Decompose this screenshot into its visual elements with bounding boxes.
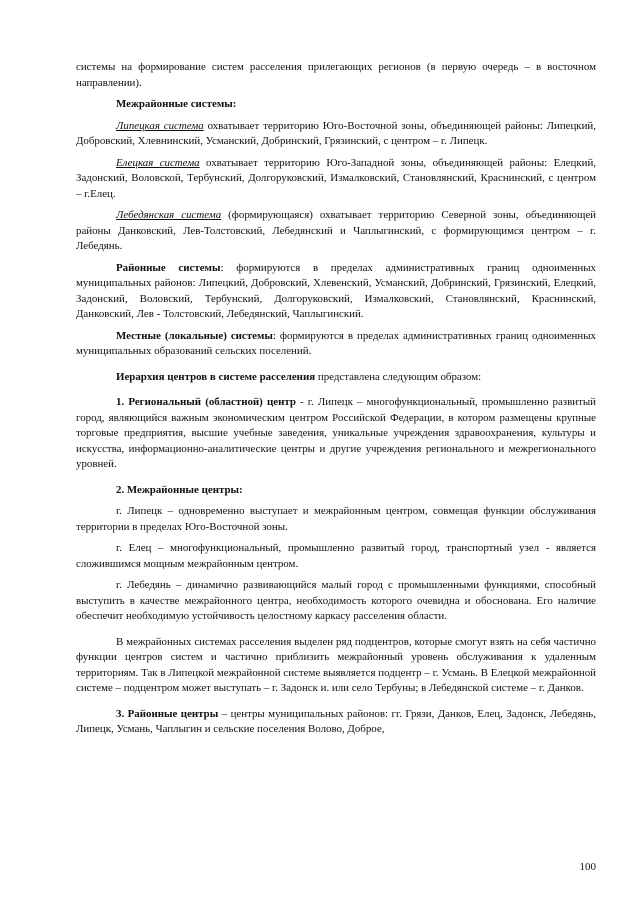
page-number: 100 xyxy=(579,861,596,873)
paragraph-elets-system xyxy=(76,156,596,203)
term-regional-center: 1. Региональный (областной) центр xyxy=(116,396,296,408)
paragraph-subcenters: В межрайонных системах расселения выделен ряд подцентров, которые смогут взять на себя частично функции центров систем и частично приблизить межрайонный уровень обслуживания к удаленным территориям. Так в Липецкой межрайонной системе выявляется подцентр – г. Усмань. В Елецкой межрайонной системе – подцентром может выступать – г. Задонск и. или село Тербуны; в Лебедянской системе – г. Данков. xyxy=(76,635,596,694)
paragraph-lebedyan-system xyxy=(76,208,596,255)
paragraph-text: : формируются в пределах административных границ одноименных муниципальных районов: Липецкий, Добровский, Хлевенский, Усманский, Добринский, Грязинский, Елецкий, Задонский, Воловский, Тербунский, Долгоруковский, Измалковский, Становлянский, Краснинский, Данковский, Лев - Толстовский, Лебедянский, Чаплыгинский. xyxy=(76,261,596,320)
paragraph-text: охватывает территорию Юго-Западной зоны, объединяющей районы: Елецкий, Задонский, Воловской, Тербунский, Долгоруковский, Измалковский, Становлянский, Краснинский, с центром – г.Елец. xyxy=(76,156,596,200)
paragraph-text: охватывает территорию Юго-Восточной зоны, объединяющей районы: Липецкий, Добровский, Хлевнинский, Усманский, Добринский, Грязинский, с центром – г. Липецк. xyxy=(76,119,596,147)
paragraph-district-centers xyxy=(76,707,596,738)
term-hierarchy: Иерархия центров в системе расселения xyxy=(116,370,316,383)
term-lebedyan-system: Лебедянская система xyxy=(116,209,222,221)
paragraph-text: : формируются в пределах административных границ одноименных муниципальных образований сельских поселений. xyxy=(76,329,596,357)
paragraph-lipetsk-system xyxy=(76,119,596,150)
paragraph-intro: системы на формирование систем расселения прилегающих регионов (в первую очередь – в восточном направлении). xyxy=(76,61,596,89)
paragraph-text: – центры муниципальных районов: гг. Грязи, Данков, Елец, Задонск, Лебедянь, Липецк, Усмань, Чаплыгин и сельские поселения Волово, Доброе, xyxy=(76,707,596,735)
term-local-systems: Местные (локальные) системы xyxy=(116,329,273,342)
term-lipetsk-system: Липецкая система xyxy=(116,119,204,132)
paragraph-text: - г. Липецк – многофункциональный, промышленно развитый город, являющийся важным экономическим центром Российской Федерации, в котором размещены крупные торговые предприятия, высшие учебные заведения, уникальные учреждения здравоохранения, культуры и искусства, информационно-аналитические центры и другие учреждения регионального и межрегионального уровней. xyxy=(76,396,596,470)
paragraph-local-systems xyxy=(76,329,596,360)
heading-interdistrict-centers: 2. Межрайонные центры: xyxy=(116,483,243,496)
paragraph-regional-center xyxy=(76,395,596,473)
paragraph-lipetsk-center: г. Липецк – одновременно выступает и межрайонным центром, совмещая функции обслуживания территории в пределах Юго-Восточной зоны. xyxy=(76,505,596,533)
paragraph-district-systems xyxy=(76,261,596,323)
term-district-systems: Районные системы xyxy=(116,261,221,274)
heading-interdistrict-systems: Межрайонные системы: xyxy=(116,98,237,110)
paragraph-text: представлена следующим образом: xyxy=(315,370,482,383)
paragraph-text: (формирующаяся) охватывает территорию Северной зоны, объединяющей районы Данковский, Лев-Толстовский, Лебедянский и Чаплыгинский, с формирующимся центром – г. Лебедянь. xyxy=(76,209,597,252)
paragraph-lebedyan-center: г. Лебедянь – динамично развивающийся малый город с промышленными функциями, способный выступить в качестве межрайонного центра, необходимость которого очевидна и обоснована. Его наличие обеспечит необходимую устойчивость целостному каркасу расселения области. xyxy=(76,579,596,622)
paragraph-elets-center: г. Елец – многофункциональный, промышленно развитый город, транспортный узел - является сложившимся мощным межрайонным центром. xyxy=(76,542,596,570)
term-district-centers: 3. Районные центры xyxy=(116,707,219,720)
term-elets-system: Елецкая система xyxy=(116,156,200,169)
page-body xyxy=(76,60,596,738)
paragraph-hierarchy xyxy=(76,370,596,386)
